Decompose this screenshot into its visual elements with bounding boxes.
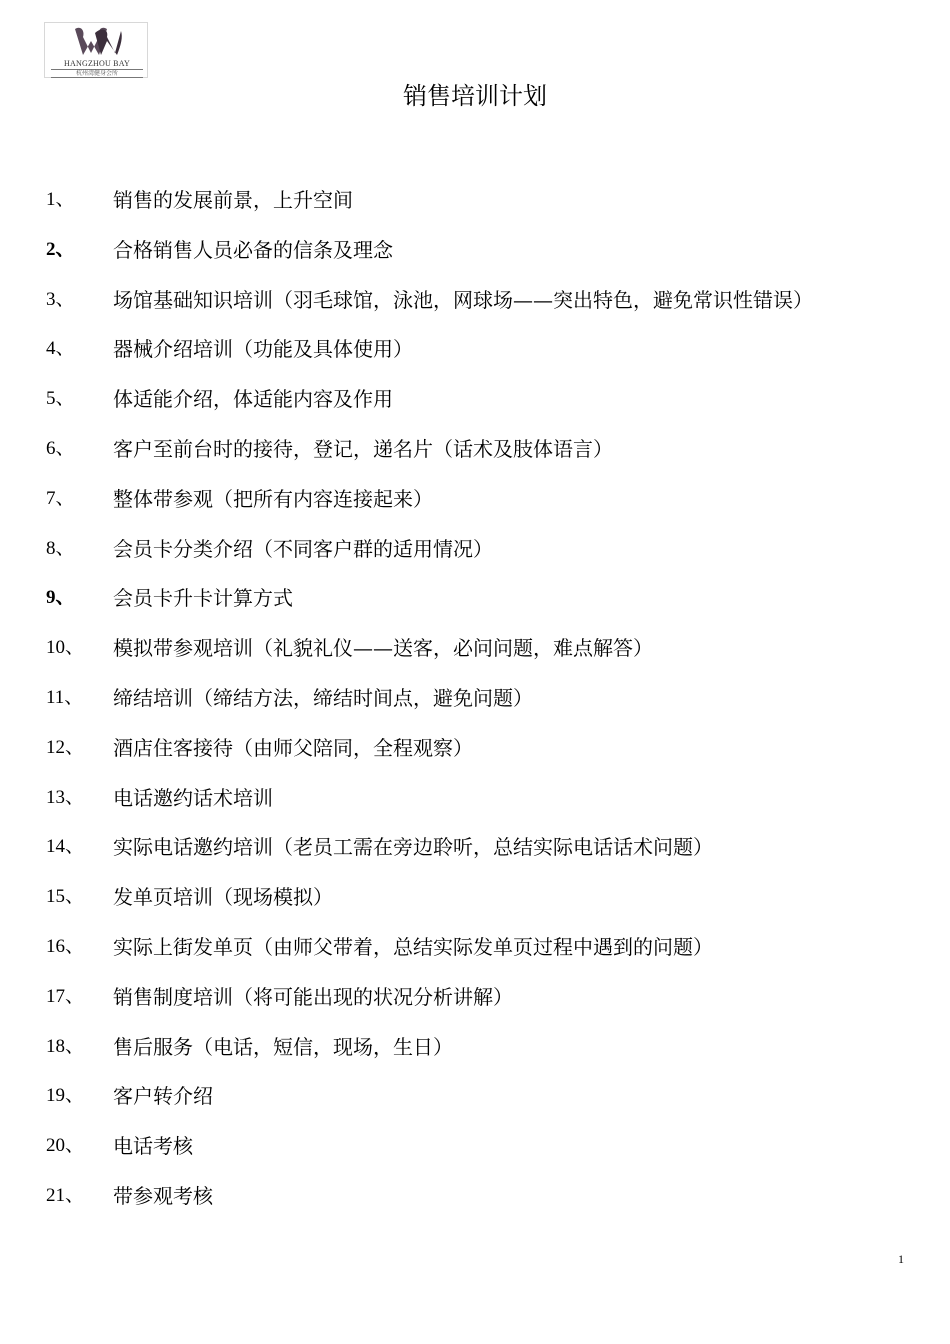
list-item — [0, 981, 950, 1031]
document-title: 销售培训计划 — [403, 82, 547, 110]
list-item-number: 1、 — [46, 189, 75, 210]
list-item — [0, 284, 950, 334]
logo-mark-icon — [45, 23, 149, 59]
list-item-text: 模拟带参观培训（礼貌礼仪——送客，必问问题，难点解答） — [113, 636, 653, 661]
list-item-text: 电话考核 — [113, 1134, 193, 1159]
list-item — [0, 533, 950, 583]
list-item-text: 售后服务（电话，短信，现场，生日） — [113, 1034, 453, 1059]
list-item — [0, 1080, 950, 1130]
list-item-text: 销售的发展前景，上升空间 — [113, 188, 353, 212]
list-item — [0, 831, 950, 881]
list-item-number: 21、 — [46, 1184, 85, 1206]
list-item — [0, 1130, 950, 1180]
list-item-number: 9、 — [46, 587, 75, 609]
list-item-text: 带参观考核 — [113, 1183, 213, 1208]
page-number: 1 — [898, 1252, 904, 1266]
list-item-number: 2、 — [46, 238, 75, 260]
list-item-number: 5、 — [46, 388, 75, 410]
list-item-number: 20、 — [46, 1135, 85, 1157]
list-item — [0, 234, 950, 284]
list-item-text: 销售制度培训（将可能出现的状况分析讲解） — [113, 984, 513, 1009]
list-item-number: 7、 — [46, 487, 75, 509]
list-item-text: 整体带参观（把所有内容连接起来） — [113, 486, 433, 511]
list-item — [0, 931, 950, 981]
list-item-text: 发单页培训（现场模拟） — [113, 885, 333, 910]
list-item-number: 17、 — [46, 985, 85, 1007]
list-item-text: 实际上街发单页（由师父带着，总结实际发单页过程中遇到的问题） — [113, 934, 713, 959]
list-item-text: 客户转介绍 — [113, 1084, 213, 1109]
list-item-number: 18、 — [46, 1035, 85, 1057]
list-item-text: 实际电话邀约培训（老员工需在旁边聆听，总结实际电话话术问题） — [113, 835, 713, 860]
company-logo — [44, 22, 148, 78]
list-item — [0, 881, 950, 931]
list-item-number: 3、 — [46, 288, 75, 310]
list-item-text: 客户至前台时的接待，登记，递名片（话术及肢体语言） — [113, 436, 613, 461]
list-item-text: 酒店住客接待（由师父陪同，全程观察） — [113, 735, 473, 760]
list-item — [0, 483, 950, 533]
list-item-number: 14、 — [46, 836, 85, 858]
list-item-number: 16、 — [46, 935, 85, 957]
list-item — [0, 782, 950, 832]
list-item-number: 8、 — [46, 537, 75, 559]
list-item-text: 合格销售人员必备的信条及理念 — [113, 237, 393, 262]
list-item — [0, 1180, 950, 1230]
list-item-text: 缔结培训（缔结方法，缔结时间点，避免问题） — [113, 685, 533, 710]
list-item — [0, 682, 950, 732]
list-item — [0, 433, 950, 483]
list-item-number: 6、 — [46, 437, 75, 459]
list-item — [0, 732, 950, 782]
list-item-text: 器械介绍培训（功能及具体使用） — [113, 337, 413, 362]
list-item-text: 体适能介绍，体适能内容及作用 — [113, 387, 393, 412]
list-item-number: 4、 — [46, 338, 75, 360]
list-item — [0, 333, 950, 383]
list-item — [0, 1031, 950, 1081]
list-item-text: 场馆基础知识培训（羽毛球馆，泳池，网球场——突出特色，避免常识性错误） — [113, 287, 813, 312]
list-item-text: 会员卡分类介绍（不同客户群的适用情况） — [113, 536, 493, 561]
list-item-number: 10、 — [46, 637, 85, 659]
list-item-number: 19、 — [46, 1085, 85, 1107]
logo-text-cn: 杭州湾健身会所 — [51, 69, 143, 78]
list-item — [0, 184, 950, 234]
logo-text-en: HANGZHOU BAY — [64, 59, 130, 68]
list-item — [0, 582, 950, 632]
training-item-list — [0, 184, 950, 1230]
list-item — [0, 383, 950, 433]
list-item-number: 11、 — [46, 686, 84, 708]
list-item-number: 12、 — [46, 736, 85, 758]
list-item — [0, 632, 950, 682]
list-item-text: 电话邀约话术培训 — [113, 785, 273, 810]
list-item-number: 15、 — [46, 886, 85, 908]
list-item-number: 13、 — [46, 786, 85, 808]
list-item-text: 会员卡升卡计算方式 — [113, 586, 293, 611]
